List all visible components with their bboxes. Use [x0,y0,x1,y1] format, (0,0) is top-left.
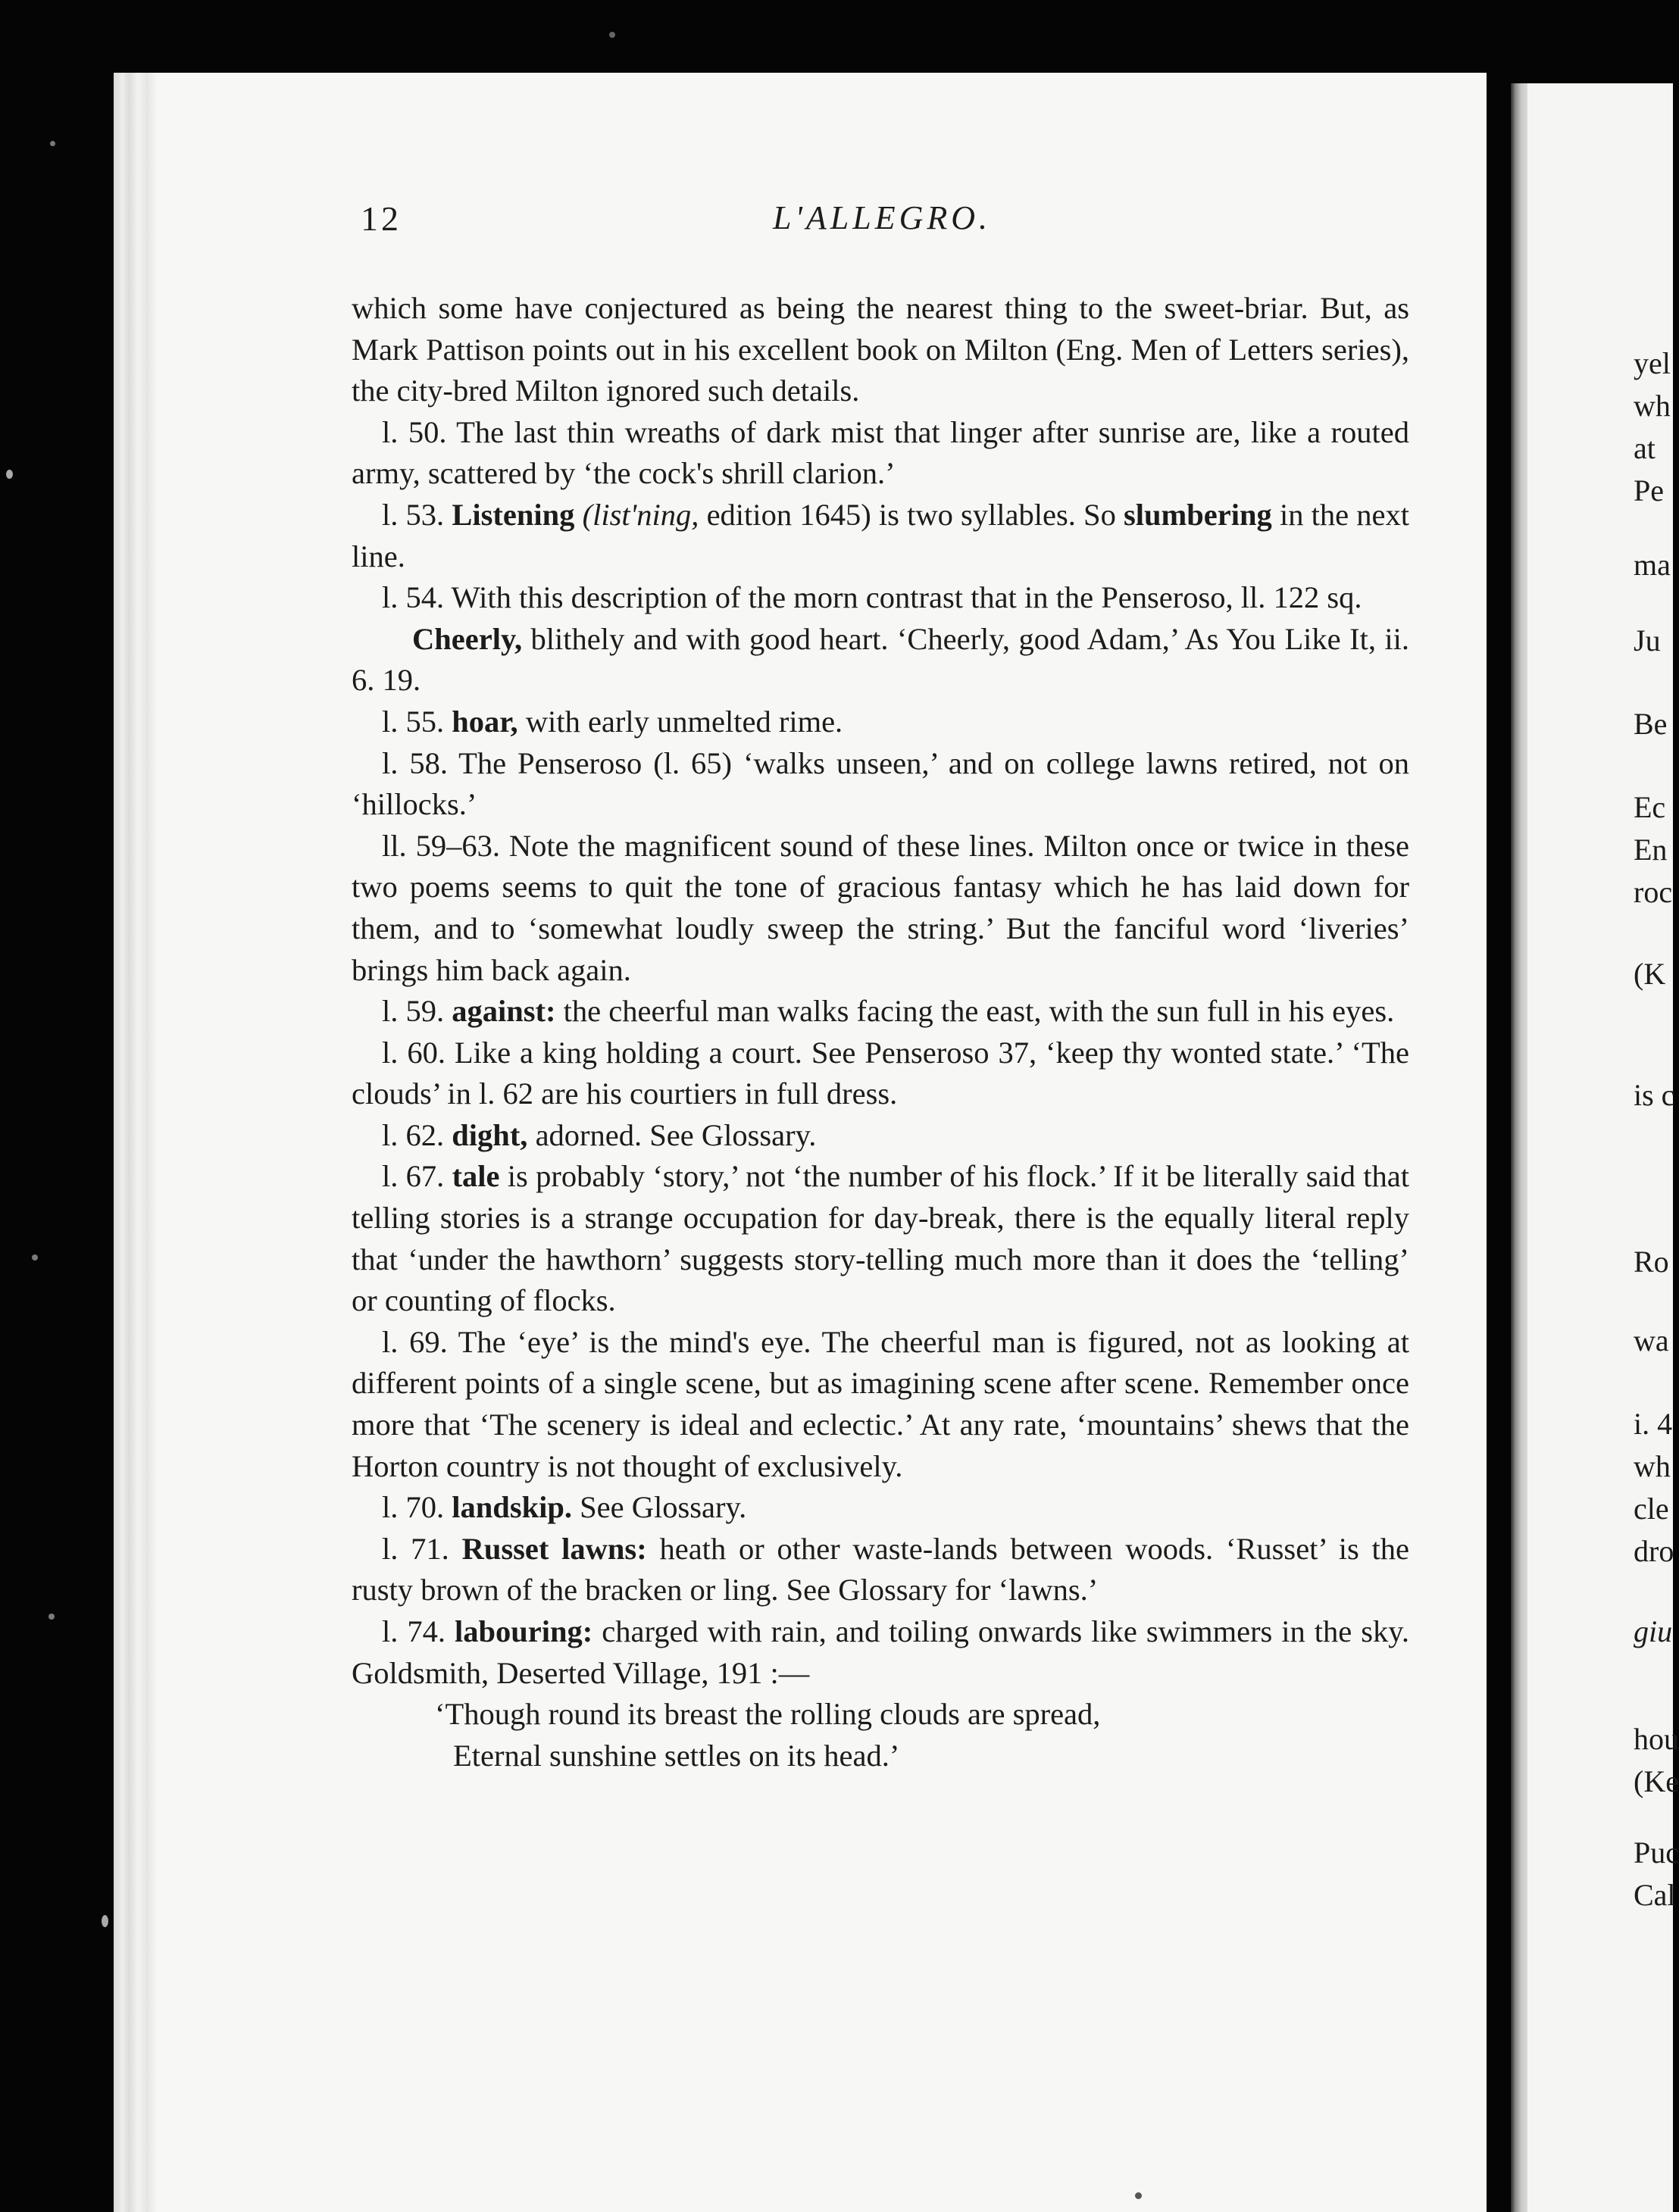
note-line-ref: l. 55. [382,704,445,739]
facing-page-fragment: (K [1634,957,1666,991]
note-text: is probably ‘story,’ not ‘the number of his flock.’ If it be literally said that telling stories is a strange occupation for day-break, there is the equally literal reply that ‘under the hawthorn’ suggests story-telling much more than it does the ‘telling’ or counting of flocks. [352,1159,1409,1318]
facing-page-fragment: wh [1634,1449,1671,1483]
note-text: blithely and with good heart. ‘Cheerly, good Adam,’ As You Like It, ii. 6. 19. [352,621,1409,698]
note-text: the cheerful man walks facing the east, with the sun full in his eyes. [555,994,1395,1029]
note-line-ref: l. 74. [382,1614,446,1648]
note-line-ref: l. 59. [382,994,445,1029]
note-text: charged with rain, and toiling onwards like swimmers in the sky. Goldsmith, Deserted Village, 191 :— [352,1614,1409,1690]
note-line-ref: l. 67. [382,1159,445,1194]
running-head [0,198,1673,244]
facing-page-fragment: wh [1634,389,1671,423]
note-term: Listening [452,497,575,532]
note-text: adorned. See Glossary. [527,1117,817,1152]
note-paragraph: l. 58. The Penseroso (l. 65) ‘walks unseen,’ and on college lawns retired, not on ‘hillocks.’ [352,745,1409,822]
page-title: L'ALLEGRO. [773,199,992,236]
note-term: dight, [452,1117,528,1152]
facing-page-fragment: Cal [1634,1878,1676,1912]
note-italic: (list'ning, [582,497,699,532]
note-paragraph: l. 69. The ‘eye’ is the mind's eye. The cheerful man is figured, not as looking at different points of a single scene, but as imagining scene after scene. Remember once more that ‘The scenery is ideal and eclectic.’ At any rate, ‘mountains’ shews that the Horton country is not thought of exclusively. [352,1324,1409,1483]
facing-page-fragment: Puc [1634,1836,1679,1870]
facing-page [1527,83,1679,2212]
note-term: landskip. [452,1490,573,1525]
scan-speck [50,141,55,146]
facing-page-fragment: giu [1634,1614,1673,1648]
note-text: with early unmelted rime. [517,704,843,739]
facing-page-fragment: hou [1634,1722,1679,1756]
note-paragraph: ll. 59–63. Note the magnificent sound of these lines. Milton once or twice in these two poems seems to quit the tone of gracious fantasy which he has laid down for them, and to ‘somewhat loudly sweep the string.’ But the fanciful word ‘liveries’ brings him back again. [352,828,1409,987]
note-paragraph [352,1529,1409,1611]
facing-page-fragment: roc [1634,875,1673,909]
facing-page-fragment: Ro [1634,1245,1669,1279]
facing-page-fragment: (Ke [1634,1764,1679,1798]
facing-page-fragment: Ec [1634,790,1666,824]
facing-page-fragment: Ju [1634,623,1661,658]
facing-page-fragment: i. 4 [1634,1407,1673,1441]
note-term: hoar, [452,704,518,739]
note-paragraph [352,701,1409,743]
quote-line: ‘Though round its breast the rolling clouds are spread, [435,1697,1101,1732]
notes-body [352,288,1409,1776]
facing-page-fragment: En [1634,833,1668,867]
scan-speck [102,1915,108,1927]
note-paragraph: l. 54. With this description of the morn contrast that in the Penseroso, ll. 122 sq. [382,580,1362,615]
note-text: edition 1645) is two syllables. So [699,497,1124,532]
facing-page-fragment: yel [1634,346,1671,380]
note-term: labouring: [454,1614,593,1648]
note-paragraph [352,1487,1409,1529]
facing-page-fragment: cle [1634,1492,1669,1526]
note-text: See Glossary. [572,1490,747,1525]
note-line-ref: l. 62. [382,1117,445,1152]
note-paragraph [352,619,1409,701]
note-line-ref: l. 53. [382,497,445,532]
note-text: in the next line. [352,497,1410,573]
note-line-ref: l. 70. [382,1490,445,1525]
page-edge-shading [114,73,158,2212]
note-line-ref: l. 71. [382,1531,449,1566]
note-term: Cheerly, [412,621,523,656]
scan-speck [609,32,615,38]
note-paragraph [352,991,1409,1033]
note-term: slumbering [1124,497,1272,532]
facing-page-fragment: is c [1634,1078,1675,1112]
quote-line: Eternal sunshine settles on its head.’ [453,1738,900,1773]
note-paragraph [352,1611,1409,1694]
scan-speck [1135,2192,1142,2199]
note-paragraph: which some have conjectured as being the nearest thing to the sweet-briar. But, as Mark Pattison points out in his excellent book on Milton (Eng. Men of Letters series), the city-bred Milton ignored such details. [352,291,1409,408]
facing-page-fragment: wa [1634,1323,1669,1358]
facing-page-fragment: ma [1634,548,1671,582]
note-term: against: [452,994,556,1029]
note-paragraph [352,495,1409,577]
note-paragraph [352,1156,1409,1321]
facing-page-fragment: Be [1634,707,1668,741]
page-number: 12 [361,199,402,238]
scan-speck [32,1254,38,1261]
note-term: Russet lawns: [461,1531,647,1566]
scan-speck [48,1614,55,1620]
scan-speck [6,470,13,479]
note-term: tale [452,1159,500,1194]
note-paragraph: l. 60. Like a king holding a court. See Penseroso 37, ‘keep thy wonted state.’ ‘The clouds’ in l. 62 are his courtiers in full dress. [352,1035,1409,1111]
note-text: heath or other waste-lands between woods. ‘Russet’ is the rusty brown of the bracken or ling. See Glossary for ‘lawns.’ [352,1531,1409,1607]
facing-page-fragment: Pe [1634,473,1664,508]
facing-page-fragment: at [1634,431,1656,465]
facing-page-fragment: dro [1634,1534,1674,1568]
note-paragraph: l. 50. The last thin wreaths of dark mist that linger after sunrise are, like a routed army, scattered by ‘the cock's shrill clarion.’ [352,414,1409,491]
note-paragraph [352,1115,1409,1157]
